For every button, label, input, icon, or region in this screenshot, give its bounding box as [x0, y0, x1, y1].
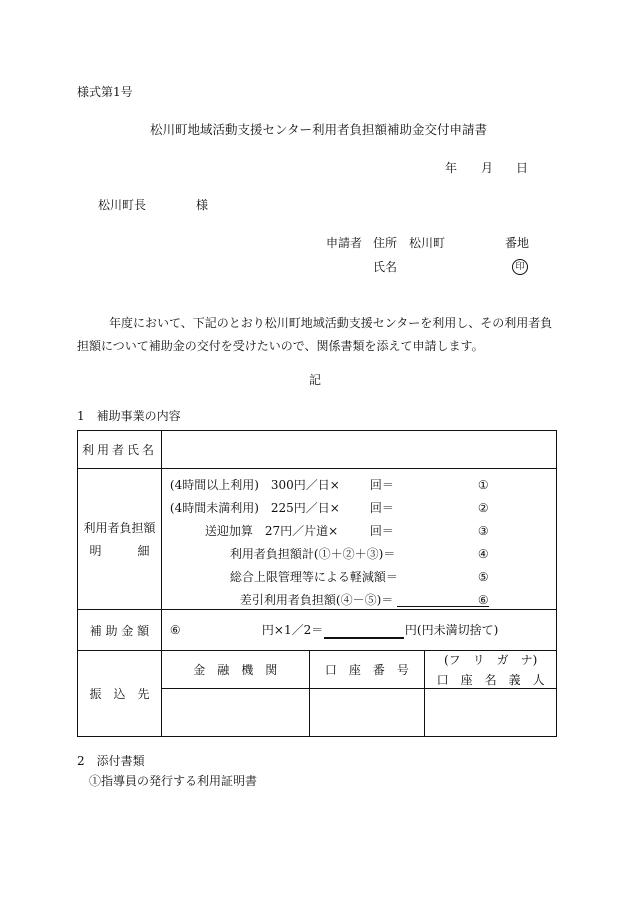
calc-row-1-label: (4時間以上利用) 300円／日×: [169, 478, 340, 492]
applicant-label: 申請者: [326, 236, 363, 250]
subsidy-content-table: [77, 430, 557, 737]
calc-row-6-label: 差引利用者負担額(④－⑤)＝: [239, 593, 394, 607]
subsidy-label: 補 助 金 額: [89, 623, 150, 638]
subsidy-unit: 円: [404, 623, 417, 637]
burden-label-cell: [78, 469, 162, 610]
document-title: 松川町地域活動支援センター利用者負担額補助金交付申請書: [150, 122, 488, 137]
attachment-item-1: ①指導員の発行する利用証明書: [89, 774, 258, 788]
calc-row-4-label: 利用者負担額計(①＋②＋③)＝: [229, 547, 396, 561]
seal-icon: 印: [512, 259, 528, 275]
section2-heading: 2 添付書類: [77, 754, 145, 768]
transfer-label: 振 込 先: [89, 687, 150, 701]
ki-heading: 記: [309, 373, 322, 387]
subsidy-note: (円未満切捨て): [416, 623, 499, 637]
calc-row-3-times: 回＝: [369, 524, 394, 538]
calc-row-3-label: 送迎加算 27円／片道×: [204, 524, 339, 538]
account-holder-field[interactable]: [425, 689, 557, 737]
address-value: 松川町: [409, 236, 446, 250]
burden-label-line1: 利用者負担額: [83, 521, 156, 535]
subsidy-formula: 円×1／2＝: [261, 623, 324, 637]
calc-row-5-mark: ⑤: [477, 570, 489, 584]
calc-row-6-underline[interactable]: [397, 593, 489, 609]
calc-row-1-times: 回＝: [369, 478, 394, 492]
calc-row-4-mark: ④: [477, 547, 489, 561]
user-name-label-cell: [78, 431, 162, 469]
user-name-field[interactable]: [161, 431, 556, 469]
address-label: 住所: [373, 236, 398, 250]
seal-mark: [512, 259, 528, 275]
calc-row-2-label: (4時間未満利用) 225円／日×: [169, 501, 340, 515]
account-holder-header-text: 口 座 名 義 人: [436, 673, 545, 687]
transfer-label-cell: [78, 651, 162, 737]
burden-label-line2: 明 細: [89, 544, 150, 558]
calc-row-6-mark: ⑥: [477, 593, 489, 607]
furigana-header: (フ リ ガ ナ): [443, 653, 538, 667]
bank-header: [161, 651, 309, 689]
burden-detail-cell: [161, 469, 556, 610]
calc-row-1-mark: ①: [477, 478, 489, 492]
name-label: 氏名: [373, 260, 398, 274]
subsidy-result-field[interactable]: [324, 623, 404, 641]
account-holder-header: [425, 651, 557, 689]
application-statement: 年度において、下記のとおり松川町地域活動支援センターを利用し、その利用者負担額について補助金の交付を受けたいので、関係書類を添えて申請します。: [77, 316, 553, 353]
section1-heading: 1 補助事業の内容: [77, 409, 181, 423]
bank-field[interactable]: [161, 689, 309, 737]
date-year: 年: [445, 161, 458, 175]
form-number: 様式第1号: [77, 85, 133, 99]
addressee-name: 松川町長: [98, 198, 147, 212]
subsidy-amount-cell: [161, 610, 556, 651]
account-number-field[interactable]: [309, 689, 425, 737]
user-name-label: 利用者氏名: [81, 443, 157, 457]
subsidy-label-cell: [78, 610, 162, 651]
addressee-honorific: 様: [196, 198, 209, 212]
address-suffix: 番地: [505, 236, 530, 250]
calc-row-2-mark: ②: [477, 501, 489, 515]
calc-row-3-mark: ③: [477, 524, 489, 538]
account-number-header: [309, 651, 425, 689]
account-number-header-text: 口 座 番 号: [324, 663, 409, 677]
calc-row-2-times: 回＝: [369, 501, 394, 515]
calc-row-5-label: 総合上限管理等による軽減額＝: [229, 570, 398, 584]
subsidy-mark: ⑥: [169, 623, 181, 637]
date-month: 月: [481, 161, 494, 175]
bank-header-text: 金 融 機 関: [193, 663, 278, 677]
date-day: 日: [516, 161, 529, 175]
